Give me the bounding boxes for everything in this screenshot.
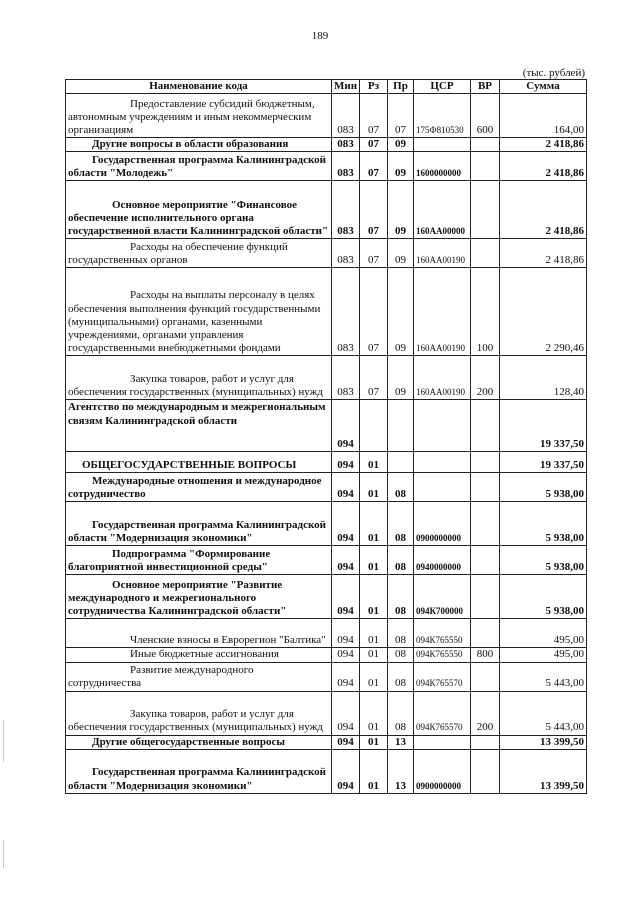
- row-csr: 094К765570: [414, 662, 471, 691]
- row-pr: 08: [388, 648, 414, 662]
- row-pr: 09: [388, 239, 414, 268]
- scan-edge-mark: [3, 720, 4, 762]
- row-rz: 01: [360, 546, 388, 575]
- row-csr: [414, 473, 471, 502]
- row-csr: 175Ф810530: [414, 94, 471, 138]
- row-name: Расходы на обеспечение функций государственных органов: [66, 239, 332, 268]
- row-min: 083: [332, 181, 360, 239]
- row-sum: 5 938,00: [500, 575, 587, 619]
- row-vr: [471, 239, 500, 268]
- row-vr: [471, 546, 500, 575]
- row-sum: 2 418,86: [500, 138, 587, 152]
- row-csr: 0900000000: [414, 749, 471, 793]
- row-vr: 200: [471, 356, 500, 400]
- table-row: [66, 648, 587, 662]
- row-name: Иные бюджетные ассигнования: [66, 648, 332, 662]
- row-min: 083: [332, 356, 360, 400]
- row-rz: 01: [360, 749, 388, 793]
- row-pr: 08: [388, 575, 414, 619]
- row-min: 094: [332, 648, 360, 662]
- row-name: Государственная программа Калининградской области "Молодежь": [66, 152, 332, 181]
- row-vr: [471, 662, 500, 691]
- row-vr: 100: [471, 268, 500, 356]
- row-pr: 08: [388, 662, 414, 691]
- row-pr: 09: [388, 268, 414, 356]
- row-pr: 13: [388, 749, 414, 793]
- row-sum: 2 418,86: [500, 239, 587, 268]
- table-row: [66, 452, 587, 473]
- row-sum: 19 337,50: [500, 400, 587, 452]
- col-header-rz: Рз: [360, 80, 388, 94]
- row-rz: 07: [360, 268, 388, 356]
- row-name: Агентство по международным и межрегиональным связям Калининградской области: [66, 400, 332, 452]
- row-rz: 01: [360, 619, 388, 648]
- budget-table: [65, 79, 587, 794]
- row-rz: 01: [360, 662, 388, 691]
- row-min: 094: [332, 691, 360, 735]
- row-rz: 01: [360, 452, 388, 473]
- row-name: Другие общегосударственные вопросы: [66, 735, 332, 749]
- row-sum: 495,00: [500, 619, 587, 648]
- row-name: Закупка товаров, работ и услуг для обеспечения государственных (муниципальных) нужд: [66, 691, 332, 735]
- row-rz: 07: [360, 356, 388, 400]
- row-rz: 01: [360, 502, 388, 546]
- row-rz: [360, 400, 388, 452]
- table-row: [66, 152, 587, 181]
- row-min: 083: [332, 268, 360, 356]
- row-rz: 01: [360, 473, 388, 502]
- row-sum: 2 418,86: [500, 181, 587, 239]
- row-pr: 08: [388, 619, 414, 648]
- row-sum: 2 290,46: [500, 268, 587, 356]
- row-min: 094: [332, 749, 360, 793]
- table-row: [66, 94, 587, 138]
- row-sum: 495,00: [500, 648, 587, 662]
- table-row: [66, 619, 587, 648]
- table-row: [66, 400, 587, 452]
- row-name: Основное мероприятие "Финансовое обеспечение исполнительного органа государственной власти Калининградской области": [66, 181, 332, 239]
- row-min: 083: [332, 94, 360, 138]
- row-vr: [471, 619, 500, 648]
- col-header-csr: ЦСР: [414, 80, 471, 94]
- row-vr: [471, 138, 500, 152]
- row-pr: 09: [388, 152, 414, 181]
- row-pr: 07: [388, 94, 414, 138]
- row-min: 094: [332, 452, 360, 473]
- row-rz: 07: [360, 181, 388, 239]
- row-rz: 07: [360, 239, 388, 268]
- table-row: [66, 662, 587, 691]
- row-csr: 094К765570: [414, 691, 471, 735]
- row-min: 094: [332, 662, 360, 691]
- row-min: 094: [332, 473, 360, 502]
- row-csr: 160АА00190: [414, 268, 471, 356]
- row-vr: [471, 735, 500, 749]
- row-pr: [388, 452, 414, 473]
- page-number: 189: [311, 30, 329, 42]
- row-pr: 09: [388, 356, 414, 400]
- row-sum: 5 443,00: [500, 662, 587, 691]
- row-pr: 08: [388, 502, 414, 546]
- row-name: Развитие международного сотрудничества: [66, 662, 332, 691]
- row-vr: 800: [471, 648, 500, 662]
- col-header-name: Наименование кода: [66, 80, 332, 94]
- row-csr: 0940000000: [414, 546, 471, 575]
- table-row: [66, 268, 587, 356]
- row-min: 094: [332, 619, 360, 648]
- row-vr: 600: [471, 94, 500, 138]
- row-name: ОБЩЕГОСУДАРСТВЕННЫЕ ВОПРОСЫ: [66, 452, 332, 473]
- row-csr: [414, 452, 471, 473]
- row-vr: [471, 749, 500, 793]
- row-min: 094: [332, 546, 360, 575]
- row-vr: [471, 152, 500, 181]
- row-name: Закупка товаров, работ и услуг для обеспечения государственных (муниципальных) нужд: [66, 356, 332, 400]
- table-row: [66, 575, 587, 619]
- row-csr: 0900000000: [414, 502, 471, 546]
- row-csr: [414, 138, 471, 152]
- row-csr: 160АА00000: [414, 181, 471, 239]
- row-name: Другие вопросы в области образования: [66, 138, 332, 152]
- row-pr: 13: [388, 735, 414, 749]
- row-csr: [414, 735, 471, 749]
- row-rz: 01: [360, 648, 388, 662]
- row-pr: 08: [388, 691, 414, 735]
- table-row: [66, 735, 587, 749]
- row-pr: 08: [388, 473, 414, 502]
- row-rz: 07: [360, 94, 388, 138]
- table-row: [66, 546, 587, 575]
- row-min: 083: [332, 239, 360, 268]
- units-label: (тыс. рублей): [522, 67, 585, 79]
- row-csr: 094К700000: [414, 575, 471, 619]
- row-rz: 01: [360, 735, 388, 749]
- row-sum: 5 938,00: [500, 546, 587, 575]
- row-sum: 5 938,00: [500, 473, 587, 502]
- row-vr: [471, 181, 500, 239]
- row-rz: 07: [360, 138, 388, 152]
- row-rz: 01: [360, 691, 388, 735]
- row-sum: 2 418,86: [500, 152, 587, 181]
- scan-edge-mark: [3, 840, 4, 868]
- table-row: [66, 138, 587, 152]
- row-csr: [414, 400, 471, 452]
- row-pr: 08: [388, 546, 414, 575]
- row-name: Подпрограмма "Формирование благоприятной инвестиционной среды": [66, 546, 332, 575]
- table-row: [66, 239, 587, 268]
- row-sum: 5 443,00: [500, 691, 587, 735]
- row-sum: 13 399,50: [500, 749, 587, 793]
- row-csr: 094К765550: [414, 648, 471, 662]
- row-csr: 094К765550: [414, 619, 471, 648]
- row-min: 094: [332, 735, 360, 749]
- col-header-min: Мин: [332, 80, 360, 94]
- table-row: [66, 356, 587, 400]
- row-min: 094: [332, 400, 360, 452]
- row-csr: 160АА00190: [414, 356, 471, 400]
- col-header-sum: Сумма: [500, 80, 587, 94]
- row-name: Государственная программа Калининградской области "Модернизация экономики": [66, 502, 332, 546]
- col-header-vr: ВР: [471, 80, 500, 94]
- row-name: Расходы на выплаты персоналу в целях обеспечения выполнения функций государственными (муниципальными) органами, казенными учреждениями, органами управления государственными внебюджетными фондами: [66, 268, 332, 356]
- col-header-pr: Пр: [388, 80, 414, 94]
- row-sum: 128,40: [500, 356, 587, 400]
- row-rz: 01: [360, 575, 388, 619]
- table-row: [66, 181, 587, 239]
- row-name: Международные отношения и международное сотрудничество: [66, 473, 332, 502]
- row-pr: 09: [388, 181, 414, 239]
- row-min: 094: [332, 502, 360, 546]
- row-vr: [471, 575, 500, 619]
- table-row: [66, 749, 587, 793]
- row-csr: 160АА00190: [414, 239, 471, 268]
- table-row: [66, 473, 587, 502]
- row-name: Предоставление субсидий бюджетным, автономным учреждениям и иным некоммерческим организациям: [66, 94, 332, 138]
- row-min: 083: [332, 138, 360, 152]
- row-vr: [471, 400, 500, 452]
- row-vr: [471, 502, 500, 546]
- row-sum: 5 938,00: [500, 502, 587, 546]
- row-sum: 19 337,50: [500, 452, 587, 473]
- row-sum: 164,00: [500, 94, 587, 138]
- row-rz: 07: [360, 152, 388, 181]
- row-min: 094: [332, 575, 360, 619]
- row-vr: 200: [471, 691, 500, 735]
- table-row: [66, 502, 587, 546]
- row-name: Государственная программа Калининградской области "Модернизация экономики": [66, 749, 332, 793]
- row-csr: 1600000000: [414, 152, 471, 181]
- row-name: Членские взносы в Еврорегион "Балтика": [66, 619, 332, 648]
- row-pr: [388, 400, 414, 452]
- row-vr: [471, 473, 500, 502]
- row-vr: [471, 452, 500, 473]
- table-row: [66, 691, 587, 735]
- table-header-row: [66, 80, 587, 94]
- row-pr: 09: [388, 138, 414, 152]
- row-name: Основное мероприятие "Развитие международного и межрегионального сотрудничества Калининградской области": [66, 575, 332, 619]
- row-sum: 13 399,50: [500, 735, 587, 749]
- row-min: 083: [332, 152, 360, 181]
